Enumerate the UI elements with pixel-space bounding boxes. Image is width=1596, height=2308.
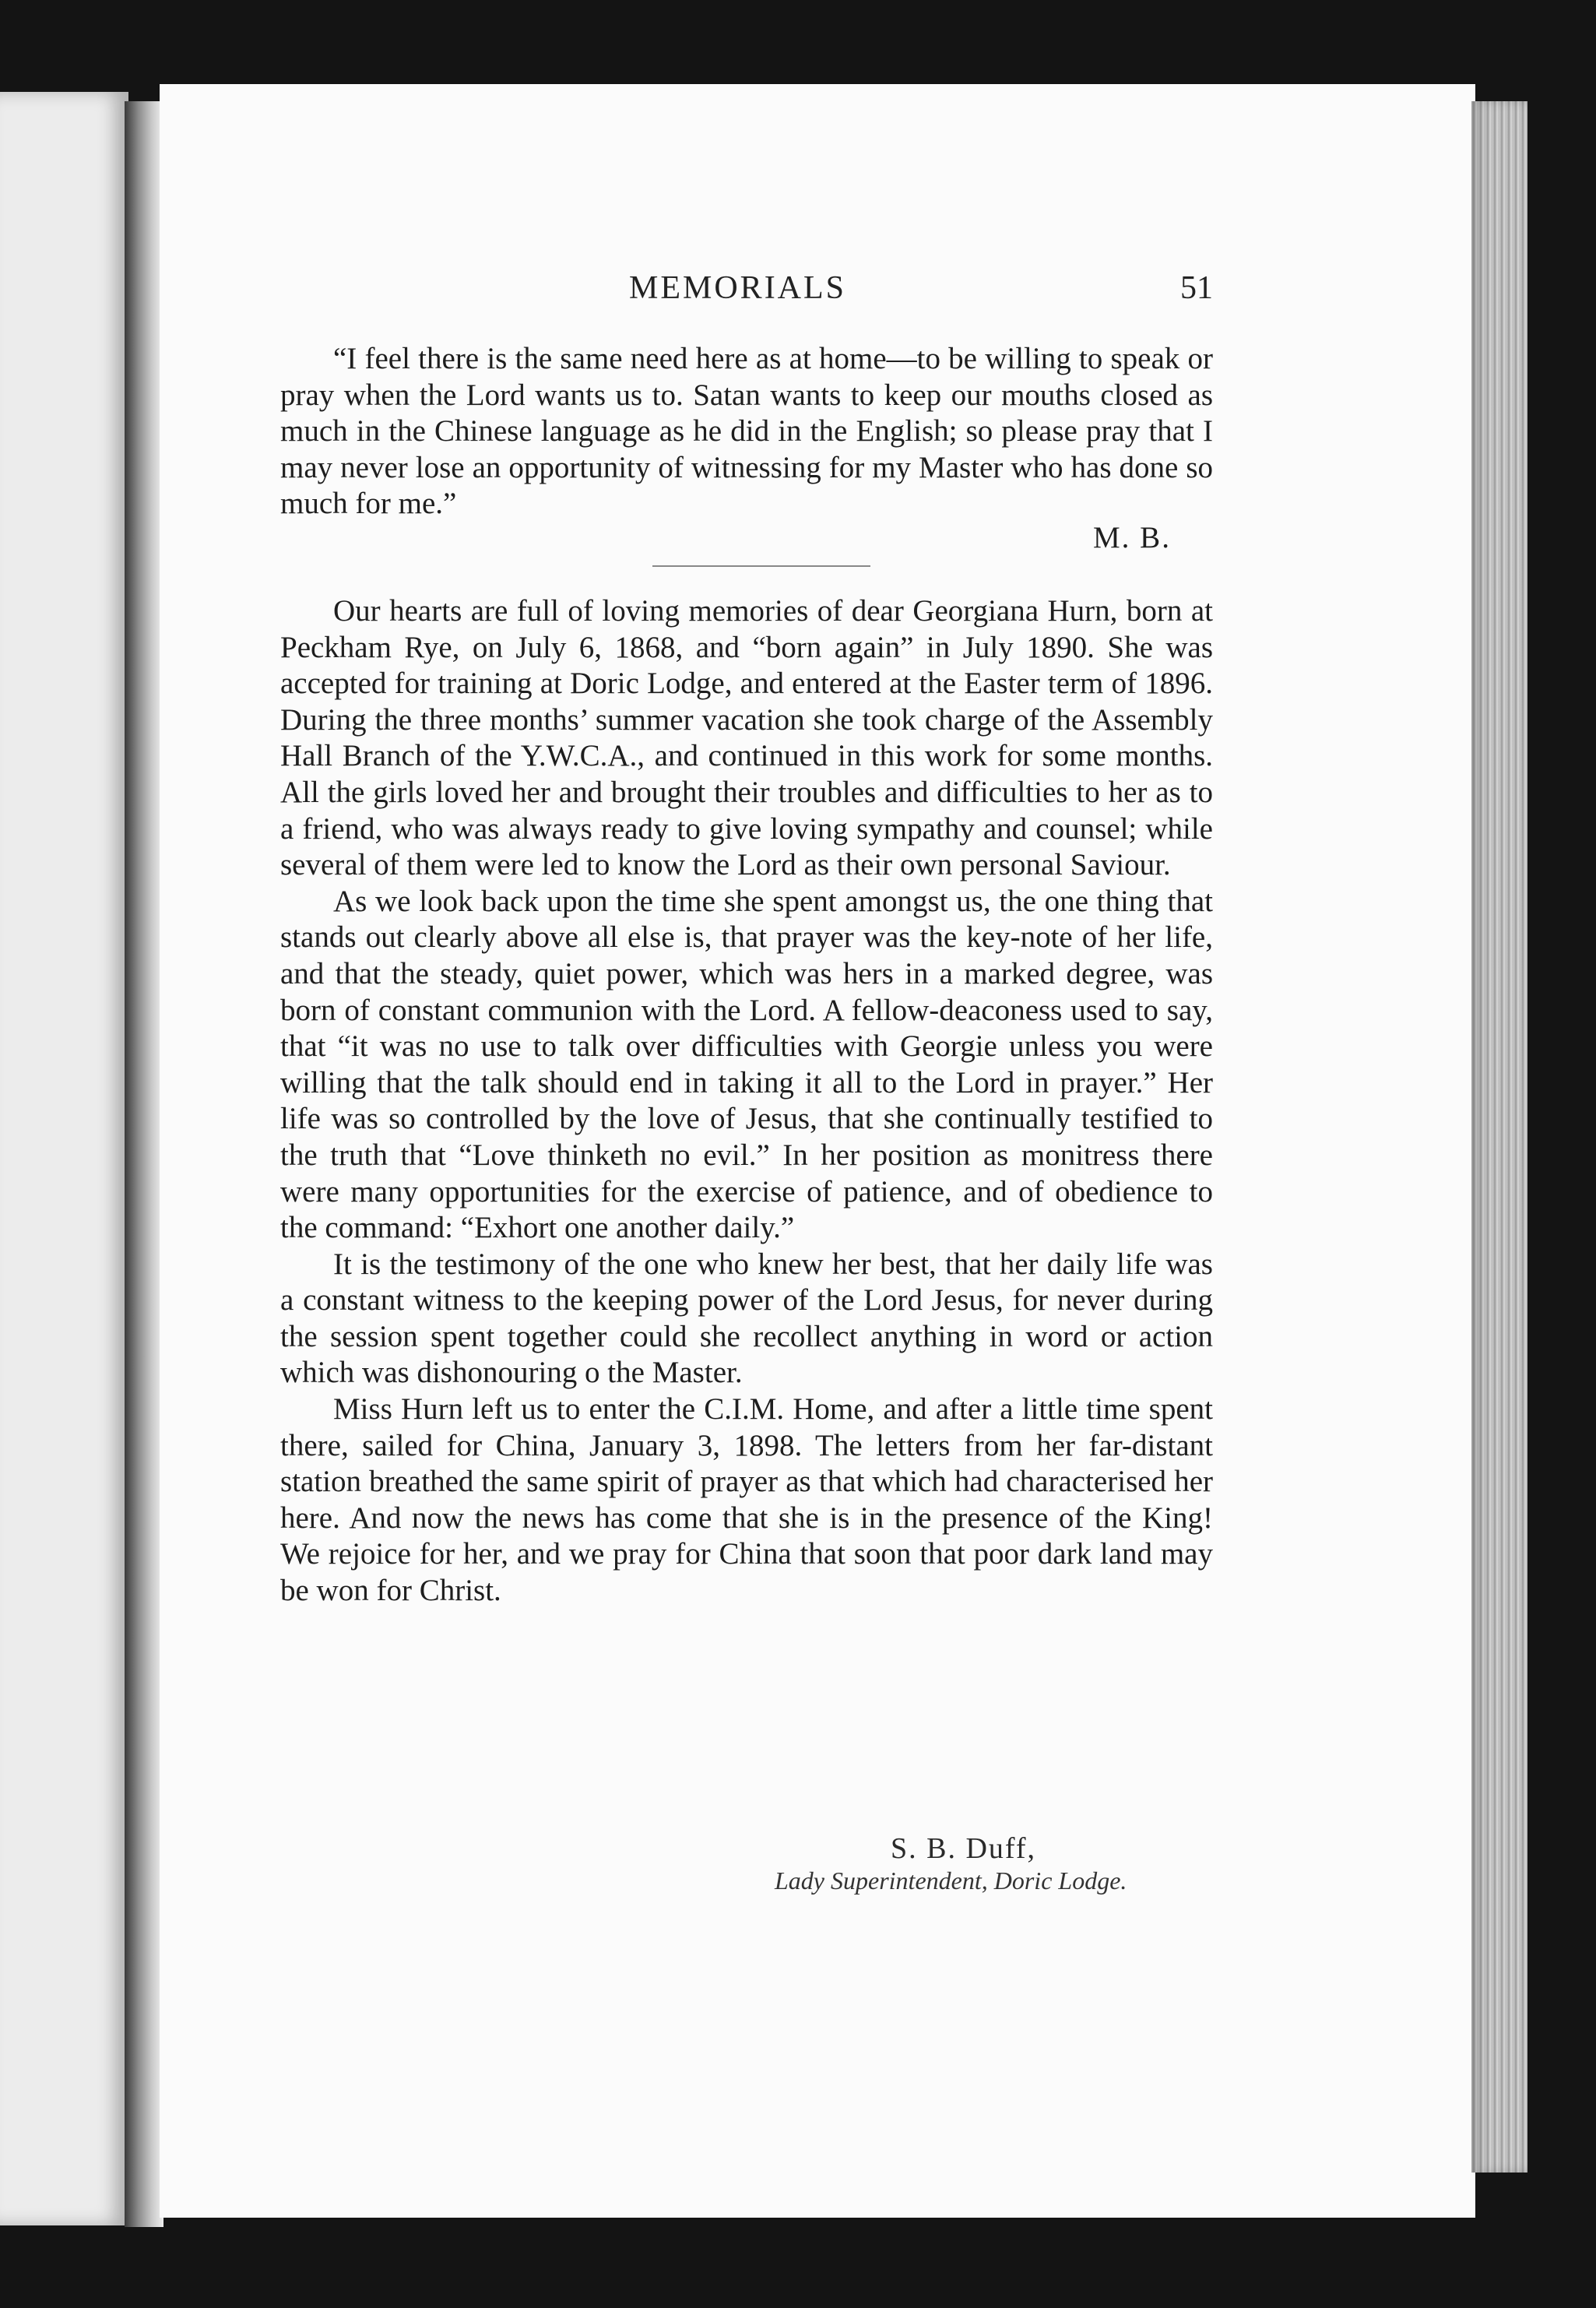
body-paragraph-3: It is the testimony of the one who knew her best, that her daily life was a constant witness to the keeping power of the Lord Jesus, for never during the session spent together could she recollect anything in word or action which was dishonouring o the Master.: [280, 1247, 1213, 1390]
book-gutter: [125, 101, 163, 2227]
body-paragraph-4: Miss Hurn left us to enter the C.I.M. Home, and after a little time spent there, sailed for China, January 3, 1898. The letters from her far-distant station breathed the same spirit of prayer as that which had characterised her here. And now the news has come that she is in the presence of the King! We rejoice for her, and we pray for China that soon that poor dark land may be won for Christ.: [280, 1392, 1213, 1608]
quote-block: [280, 341, 1213, 522]
memorial-body: [280, 593, 1213, 1610]
page-stack-edge: [1471, 101, 1527, 2173]
body-paragraph-2: As we look back upon the time she spent amongst us, the one thing that stands out clearly above all else is, that prayer was the key-note of her life, and that the steady, quiet power, which was hers in a marked degree, was born of constant communion with the Lord. A fellow-deaconess used to say, that “it was no use to talk over difficulties with Georgie unless you were willing that the talk should end in taking it all to the Lord in prayer.” Her life was so controlled by the love of Jesus, that she continually testified to the truth that “Love thinketh no evil.” In her position as monitress there were many opportunities for the exercise of patience, and of obedience to the command: “Exhort one another daily.”: [280, 884, 1213, 1245]
running-title: MEMORIALS: [629, 270, 847, 306]
page-number: 51: [1180, 270, 1213, 306]
signature-title: Lady Superintendent, Doric Lodge.: [775, 1866, 1127, 1895]
quote-paragraph: “I feel there is the same need here as at home—to be willing to speak or pray when the Lord wants us to. Satan wants to keep our mouths closed as much in the Chinese language as he did in the English; so please pray that I may never lose an opportunity of witnessing for my Master who has done so much for me.”: [280, 342, 1213, 521]
body-paragraph-1: Our hearts are full of loving memories of dear Georgiana Hurn, born at Peckham Rye, on July 6, 1868, and “born again” in July 1890. She was accepted for training at Doric Lodge, and entered at the Easter term of 1896. During the three months’ summer vacation she took charge of the Assembly Hall Branch of the Y.W.C.A., and continued in this work for some months. All the girls loved her and brought their troubles and difficulties to her as to a friend, who was always ready to give loving sympathy and counsel; while several of them were led to know the Lord as their own personal Saviour.: [280, 594, 1213, 882]
section-divider: [652, 565, 870, 567]
running-head: [629, 269, 1213, 308]
signature-name: S. B. Duff,: [891, 1832, 1037, 1865]
facing-page-edge: [0, 92, 128, 2225]
quote-initials: M. B.: [1093, 521, 1171, 554]
